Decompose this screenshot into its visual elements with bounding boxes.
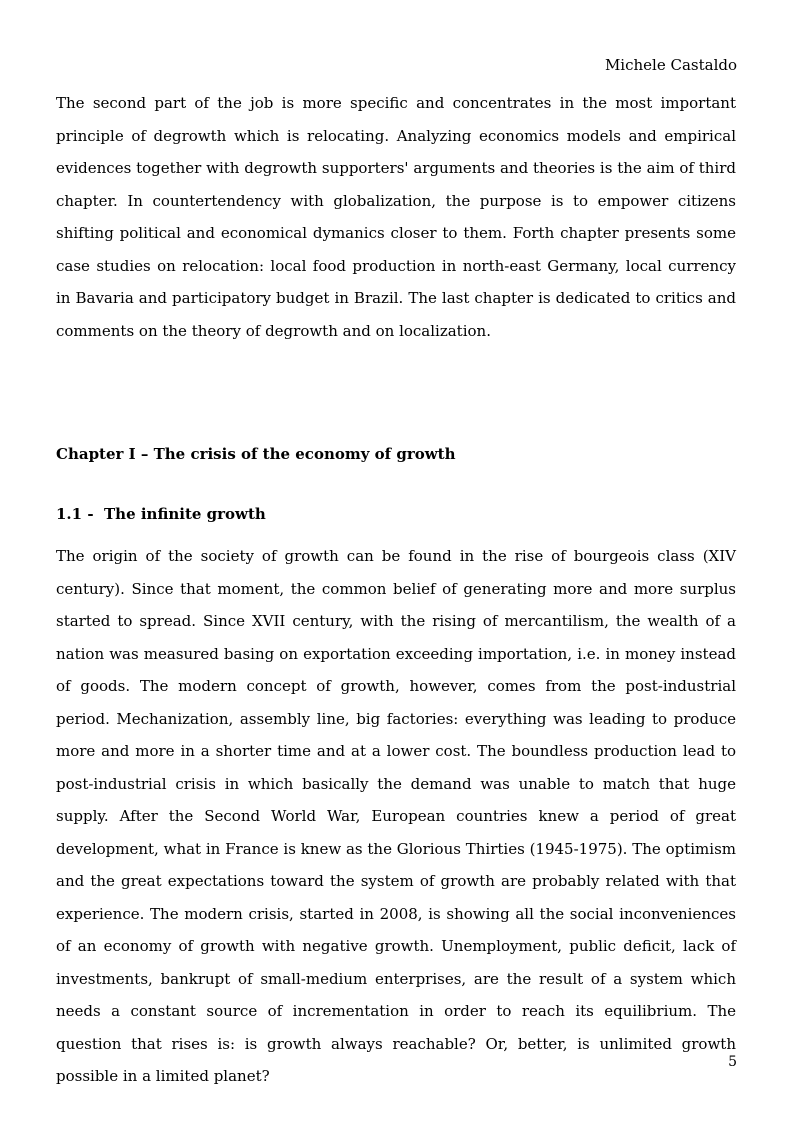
- header-author-name: Michele Castaldo: [604, 56, 737, 74]
- section-number: 1.1 -: [56, 505, 94, 523]
- intro-paragraph: The second part of the job is more specific and concentrates in the most important principle of degrowth which is relocating. Analyzing economics models and empirical evidences together with degrowth supporters' arguments and theories is the aim of third chapter. In countertendency with globalization, the purpose is to empower citizens shifting political and economical dymanics closer to them. Forth chapter presents some case studies on relocation: local food production in north-east Germany, local currency in Bavaria and participatory budget in Brazil. The last chapter is dedicated to critics and comments on the theory of degrowth and on localization.: [56, 94, 736, 340]
- page-number: 5: [728, 1054, 737, 1070]
- section-paragraph: The origin of the society of growth can be found in the rise of bourgeois class (XIV century). Since that moment, the common belief of generating more and more surplus started to spread. Since XVII century, with the rising of mercantilism, the wealth of a nation was measured basing on exportation exceeding importation, i.e. in money instead of goods. The modern concept of growth, however, comes from the post-industrial period. Mechanization, assembly line, big factories: everything was leading to produce more and more in a shorter time and at a lower cost. The boundless production lead to post-industrial crisis in which basically the demand was unable to match that huge supply. After the Second World War, European countries knew a period of great development, what in France is knew as the Glorious Thirties (1945-1975). The optimism and the great expectations toward the system of growth are probably related with that experience. The modern crisis, started in 2008, is showing all the social inconveniences of an economy of growth with negative growth. Unemployment, public deficit, lack of investments, bankrupt of small-medium enterprises, are the result of a system which needs a constant source of incrementation in order to reach its equilibrium. The question that rises is: is growth always reachable? Or, better, is unlimited growth possible in a limited planet?: [56, 547, 736, 1085]
- chapter-heading: Chapter I – The crisis of the economy of growth: [56, 445, 456, 463]
- section-heading: [56, 503, 266, 525]
- section-title: The infinite growth: [104, 505, 266, 523]
